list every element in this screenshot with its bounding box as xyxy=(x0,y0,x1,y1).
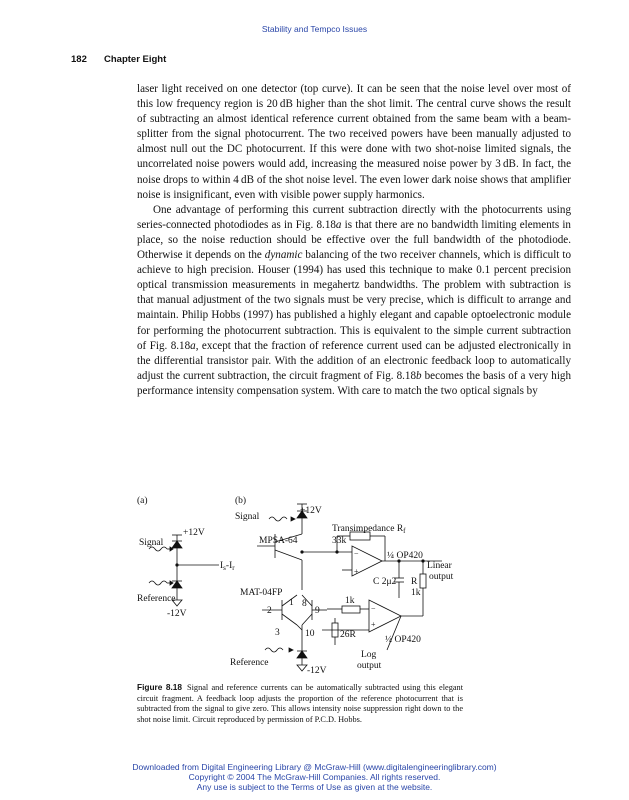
chapter-title: Chapter Eight xyxy=(104,54,167,65)
footer xyxy=(0,762,629,792)
p2-fig-a2: a xyxy=(190,339,196,352)
signal-b-label: Signal xyxy=(235,512,260,522)
svg-text:+: + xyxy=(354,567,359,576)
footer-terms-line[interactable]: Any use is subject to the Terms of Use as given at the website. xyxy=(196,782,433,792)
mpsa-label: MPSA-64 xyxy=(259,536,298,546)
pin10-label: 10 xyxy=(305,629,315,639)
footer-download-line[interactable]: Downloaded from Digital Engineering Library @ McGraw-Hill (www.digitalengineeringlibrary.com) xyxy=(132,762,497,772)
c2u2-label: C 2μ2 xyxy=(373,577,397,587)
r26r-label: 26R xyxy=(340,630,356,640)
svg-text:+: + xyxy=(371,620,376,629)
log-output-label: Log output xyxy=(357,650,382,671)
pin2-label: 2 xyxy=(267,606,272,616)
reference-a-label: Reference xyxy=(137,594,176,604)
pin3-label: 3 xyxy=(275,628,280,638)
figure-caption xyxy=(137,682,463,725)
paragraph-1: laser light received on one detector (top curve). It can be seen that the noise level over most of this low frequency region is 20 dB higher than the shot limit. The central curve shows the result of subtracting an almost identical reference current obtained from the same beam with a beam-splitter from the signal photocurrent. The two received powers have been manually adjusted to almost null out the DC photocurrent. If this were done with two shot-noise limited signals, the uncorrelated noise powers would add, increasing the measured noise power by 3 dB. In fact, the noise drops to within 4 dB of the shot noise level. The even lower dark noise shows that amplifier noise is insignificant, even with visible power supply harmonics. xyxy=(137,83,571,201)
footer-copyright-line: Copyright © 2004 The McGraw-Hill Companies. All rights reserved. xyxy=(188,772,441,782)
transimpedance-label: Transimpedance $R_f$ xyxy=(332,524,406,535)
p2-seg-a: One advantage of performing this current subtraction directly with the photocurrents using series-connected photodiodes as in Fig. 8.18 xyxy=(137,203,571,231)
p2-seg-d: , except that the fraction of reference current used can be adjusted electronically in the differential transistor pair. With the addition of an electronic feedback loop to automatically adjust the current subtraction, the circuit fragment of Fig. 8.18 xyxy=(137,339,572,382)
caption-label: Figure 8.18 xyxy=(137,682,183,692)
pin9-label: 9 xyxy=(315,606,320,616)
svg-text:−: − xyxy=(354,549,359,558)
figure-8-18 xyxy=(137,490,467,682)
running-head: Stability and Tempco Issues xyxy=(261,24,368,34)
p2-seg-e: becomes the basis of a very high performance intensity compensation system. With care to match the two optical signals by xyxy=(137,369,571,397)
panel-b-label: (b) xyxy=(235,496,247,506)
body-text xyxy=(137,82,571,399)
panel-a-label: (a) xyxy=(137,496,148,506)
circuit-diagram xyxy=(137,490,467,682)
minus12-a-label: -12V xyxy=(167,609,187,619)
r1k-mid-label: 1k xyxy=(345,596,355,606)
signal-a-label: Signal xyxy=(139,538,164,548)
p2-dynamic: dynamic xyxy=(264,249,303,262)
caption-text: Signal and reference currents can be automatically subtracted using this elegant circuit fragment. A feedback loop adjusts the proportion of the reference photocurrent that is subtracted from the signal to give zero. This allows intensity noise suppression right down to the shot noise limit. Circuit reproduced by permission of P.C.D. Hobbs. xyxy=(137,683,464,724)
p2-seg-c: balancing of the two receiver channels, which is difficult to achieve to high precision. Houser (1994) has used this technique to make 0.1 percent precision optical transmission measurements in megahertz bandwidths. The problem with subtraction is that manual adjustment of the two signals must be very precise, which is difficult to arrange and maintain. Philip Hobbs (1997) has published a highly elegant and capable optoelectronic module for performing the photocurrent subtraction. This is equivalent to the simple current subtraction of Fig. 8.18 xyxy=(137,249,571,352)
plus12-b-label: +12V xyxy=(300,506,322,516)
svg-text:−: − xyxy=(371,604,376,613)
is-ir-label: $I_s-I_r$ xyxy=(220,561,235,572)
mat04fp-label: MAT-04FP xyxy=(240,588,283,598)
pin1-label: 1 xyxy=(289,598,294,608)
pin8-label: 8 xyxy=(302,599,307,609)
reference-b-label: Reference xyxy=(230,658,269,668)
p2-fig-b: b xyxy=(416,369,422,382)
linear-output-label: Linear output xyxy=(427,561,454,582)
paragraph-2 xyxy=(137,203,571,399)
r33k-label: 33k xyxy=(332,536,347,546)
r1k-right-label: 1k xyxy=(411,588,421,598)
r-label: R xyxy=(411,577,418,587)
p2-seg-b: is that there are no bandwidth limiting elements in place, so the noise reduction should be effective over the full bandwidth of the photodiode. Otherwise it depends on the xyxy=(137,218,571,262)
op420-bot-label: ¼ OP420 xyxy=(385,635,421,645)
op420-top-label: ¼ OP420 xyxy=(387,551,423,561)
plus12-a-label: +12V xyxy=(183,528,205,538)
p2-fig-a: a xyxy=(335,218,342,231)
minus12-b-label: -12V xyxy=(307,666,327,676)
page-number: 182 xyxy=(71,54,87,65)
